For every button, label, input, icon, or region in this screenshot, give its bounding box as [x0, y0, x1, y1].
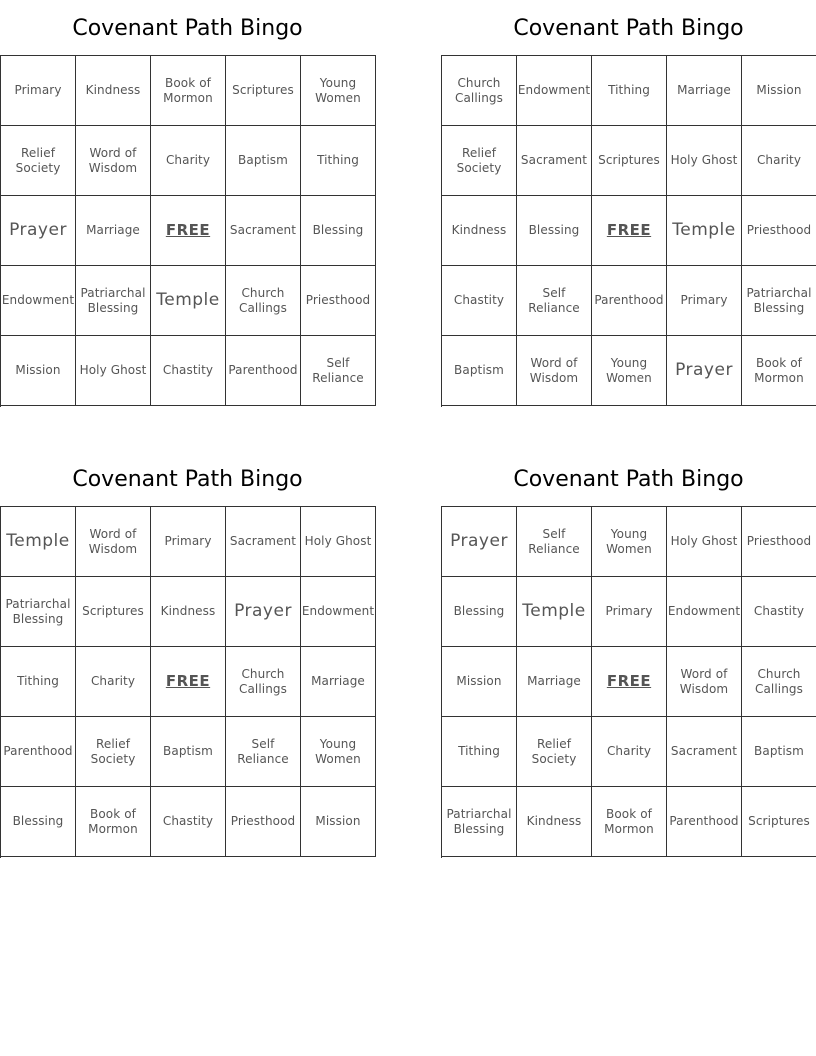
bingo-cell: Kindness [517, 787, 592, 857]
bingo-cell: Marriage [301, 647, 376, 717]
bingo-cell: Scriptures [226, 56, 301, 126]
bingo-cell: Sacrament [667, 717, 742, 787]
bingo-cell: Patriarchal Blessing [442, 787, 517, 857]
bingo-cell: Holy Ghost [667, 126, 742, 196]
bingo-cell: Baptism [442, 336, 517, 406]
bingo-cell: Endowment [1, 266, 76, 336]
bingo-cell: Primary [592, 577, 667, 647]
bingo-cell: Self Reliance [301, 336, 376, 406]
bingo-cell: Primary [1, 56, 76, 126]
bingo-cell: Marriage [76, 196, 151, 266]
bingo-cell: Relief Society [1, 126, 76, 196]
bingo-cell: Endowment [667, 577, 742, 647]
bingo-cell: Young Women [592, 336, 667, 406]
bingo-cell: Blessing [301, 196, 376, 266]
bingo-cell: Sacrament [226, 507, 301, 577]
bingo-cell: Temple [1, 507, 76, 577]
bingo-cell: Prayer [667, 336, 742, 406]
bingo-cell: Church Callings [442, 56, 517, 126]
bingo-cell: Primary [667, 266, 742, 336]
bingo-cell: Self Reliance [517, 266, 592, 336]
bingo-cell: Holy Ghost [667, 507, 742, 577]
bingo-cell: Parenthood [667, 787, 742, 857]
bingo-grid [0, 55, 376, 407]
bingo-cell: Blessing [1, 787, 76, 857]
bingo-cell: Young Women [301, 56, 376, 126]
bingo-cell: Temple [667, 196, 742, 266]
bingo-cell: Parenthood [1, 717, 76, 787]
bingo-cell: Relief Society [442, 126, 517, 196]
bingo-cell: Tithing [301, 126, 376, 196]
bingo-cell: Baptism [742, 717, 816, 787]
bingo-cell: Patriarchal Blessing [742, 266, 816, 336]
bingo-cell: Book of Mormon [592, 787, 667, 857]
bingo-cell: Blessing [442, 577, 517, 647]
bingo-cell: Prayer [1, 196, 76, 266]
bingo-cell: Relief Society [76, 717, 151, 787]
bingo-cell: Charity [742, 126, 816, 196]
bingo-cell: Tithing [592, 56, 667, 126]
bingo-cell: Blessing [517, 196, 592, 266]
bingo-cell: Priesthood [226, 787, 301, 857]
bingo-cell: Book of Mormon [76, 787, 151, 857]
bingo-cell: Tithing [1, 647, 76, 717]
bingo-cell: Chastity [151, 787, 226, 857]
bingo-cell: Patriarchal Blessing [1, 577, 76, 647]
bingo-cell: Parenthood [226, 336, 301, 406]
bingo-cell: Charity [151, 126, 226, 196]
bingo-cell: Mission [301, 787, 376, 857]
bingo-cell: Kindness [76, 56, 151, 126]
bingo-cell: Endowment [517, 56, 592, 126]
bingo-cell: Priesthood [742, 507, 816, 577]
bingo-cell: Marriage [667, 56, 742, 126]
bingo-cell: Book of Mormon [742, 336, 816, 406]
bingo-cell: Mission [1, 336, 76, 406]
bingo-cell: Chastity [442, 266, 517, 336]
bingo-cell: Holy Ghost [76, 336, 151, 406]
bingo-cell: Church Callings [742, 647, 816, 717]
card-title: Covenant Path Bingo [72, 467, 303, 492]
bingo-cell: Tithing [442, 717, 517, 787]
bingo-cell: Parenthood [592, 266, 667, 336]
bingo-cell: Prayer [442, 507, 517, 577]
bingo-grid [0, 506, 376, 858]
bingo-cell: Self Reliance [517, 507, 592, 577]
bingo-cell: Primary [151, 507, 226, 577]
bingo-cell: Young Women [301, 717, 376, 787]
bingo-cell: Chastity [742, 577, 816, 647]
bingo-cell: Patriarchal Blessing [76, 266, 151, 336]
bingo-cell: Temple [151, 266, 226, 336]
bingo-cell: Priesthood [742, 196, 816, 266]
bingo-cell: Marriage [517, 647, 592, 717]
bingo-cell: Scriptures [592, 126, 667, 196]
free-space-cell: FREE [151, 196, 226, 266]
bingo-cell: Church Callings [226, 647, 301, 717]
bingo-cell: Charity [76, 647, 151, 717]
bingo-cell: Young Women [592, 507, 667, 577]
bingo-cell: Charity [592, 717, 667, 787]
bingo-cell: Word of Wisdom [76, 507, 151, 577]
bingo-cell: Church Callings [226, 266, 301, 336]
card-title: Covenant Path Bingo [513, 467, 744, 492]
free-space-cell: FREE [592, 647, 667, 717]
bingo-cell: Priesthood [301, 266, 376, 336]
bingo-cell: Scriptures [76, 577, 151, 647]
bingo-cell: Holy Ghost [301, 507, 376, 577]
bingo-cell: Book of Mormon [151, 56, 226, 126]
bingo-cell: Sacrament [517, 126, 592, 196]
bingo-grid [441, 506, 816, 858]
bingo-cell: Scriptures [742, 787, 816, 857]
bingo-cell: Kindness [442, 196, 517, 266]
free-space-cell: FREE [151, 647, 226, 717]
bingo-cell: Prayer [226, 577, 301, 647]
bingo-cell: Word of Wisdom [517, 336, 592, 406]
bingo-cell: Kindness [151, 577, 226, 647]
bingo-cell: Mission [442, 647, 517, 717]
bingo-cell: Sacrament [226, 196, 301, 266]
bingo-cell: Word of Wisdom [667, 647, 742, 717]
bingo-cell: Temple [517, 577, 592, 647]
card-title: Covenant Path Bingo [72, 16, 303, 41]
bingo-cell: Relief Society [517, 717, 592, 787]
free-space-cell: FREE [592, 196, 667, 266]
bingo-cell: Baptism [151, 717, 226, 787]
bingo-cell: Word of Wisdom [76, 126, 151, 196]
bingo-cell: Self Reliance [226, 717, 301, 787]
bingo-cell: Mission [742, 56, 816, 126]
bingo-grid [441, 55, 816, 407]
card-title: Covenant Path Bingo [513, 16, 744, 41]
bingo-cell: Chastity [151, 336, 226, 406]
bingo-cell: Endowment [301, 577, 376, 647]
bingo-cell: Baptism [226, 126, 301, 196]
